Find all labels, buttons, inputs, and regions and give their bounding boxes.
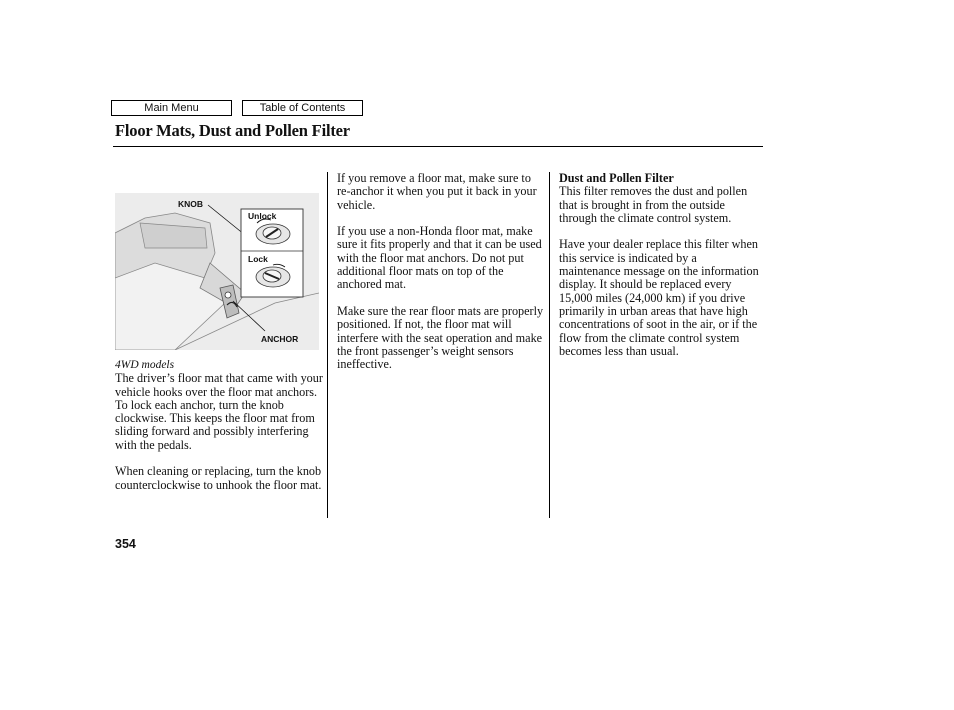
title-rule [113,146,763,147]
anchor-label: ANCHOR [261,334,299,344]
figure-caption: 4WD models [115,359,175,371]
column-right [559,172,759,371]
lock-label: Lock [248,254,268,264]
column-left [115,359,323,505]
filter-replacement-paragraph: Have your dealer replace this filter when this service is indicated by a maintenance message on the information display. It should be replaced every 15,000 miles (24,000 km) if you drive primarily in urban areas that have high concentrations of soot in the air, or if the flow from the climate control system becomes less than usual. [559,237,759,358]
filter-description-paragraph: This filter removes the dust and pollen that is brought in from the outside through the climate control system. [559,184,748,225]
floor-mat-anchor-illustration [115,193,319,350]
page-number: 354 [115,537,136,551]
non-honda-mat-paragraph: If you use a non-Honda floor mat, make sure it fits properly and that it can be used with the floor mat anchors. Do not put additional floor mats on top of the anchored mat. [337,224,542,292]
main-menu-button[interactable]: Main Menu [111,100,232,116]
anchor-paragraph: The driver’s floor mat that came with your vehicle hooks over the floor mat anchors. To lock each anchor, turn the knob clockwise. This keeps the floor mat from sliding forward and possibly interfering with the pedals. [115,371,323,452]
section-heading: Dust and Pollen Filter [559,171,674,185]
illustration-drawing [115,193,319,350]
re-anchor-paragraph: If you remove a floor mat, make sure to re-anchor it when you put it back in your vehicle. [337,171,537,212]
column-divider [327,172,328,518]
rear-mats-paragraph: Make sure the rear floor mats are properly positioned. If not, the floor mat will interfere with the seat operation and make the front passenger’s weight sensors ineffective. [337,303,544,372]
page-title: Floor Mats, Dust and Pollen Filter [115,121,350,140]
column-divider [549,172,550,518]
unhook-paragraph: When cleaning or replacing, turn the knob counterclockwise to unhook the floor mat. [115,464,322,492]
unlock-label: Unlock [248,211,277,221]
knob-label: KNOB [178,199,204,209]
table-of-contents-button[interactable]: Table of Contents [242,100,363,116]
column-middle [337,172,545,385]
